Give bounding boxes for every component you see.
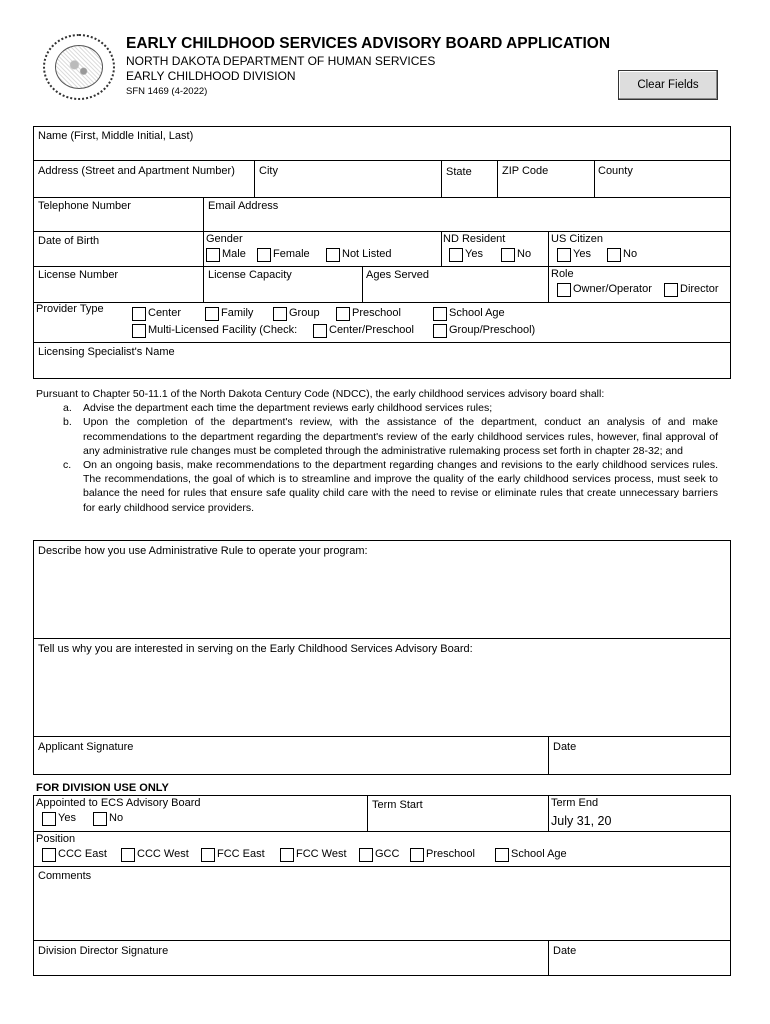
gender-not-listed-checkbox[interactable] bbox=[326, 248, 340, 262]
role-label: Role bbox=[551, 268, 574, 280]
division-name: EARLY CHILDHOOD DIVISION bbox=[126, 69, 296, 83]
provider-school-age-label: School Age bbox=[449, 307, 505, 319]
division-use-heading: FOR DIVISION USE ONLY bbox=[36, 782, 169, 794]
telephone-label: Telephone Number bbox=[38, 200, 131, 212]
director-signature-label: Division Director Signature bbox=[38, 945, 169, 957]
gender-male-checkbox[interactable] bbox=[206, 248, 220, 262]
director-signature-field[interactable] bbox=[34, 959, 547, 975]
multi-group-preschool-label: Group/Preschool) bbox=[449, 324, 536, 336]
city-field[interactable] bbox=[255, 180, 440, 196]
nd-resident-yes-label: Yes bbox=[465, 248, 483, 260]
term-end-value[interactable]: July 31, 20 bbox=[551, 814, 612, 828]
position-ccc-east-label: CCC East bbox=[58, 848, 107, 860]
provider-center-label: Center bbox=[148, 307, 182, 319]
us-citizen-no-checkbox[interactable] bbox=[607, 248, 621, 262]
clear-fields-button[interactable]: Clear Fields bbox=[618, 70, 718, 100]
position-school-age-label: School Age bbox=[511, 848, 567, 860]
multi-licensed-label: Multi-Licensed Facility (Check: bbox=[148, 324, 298, 336]
applicant-signature-label: Applicant Signature bbox=[38, 741, 134, 753]
position-gcc-checkbox[interactable] bbox=[359, 848, 373, 862]
provider-type-label: Provider Type bbox=[36, 303, 104, 315]
nd-resident-no-checkbox[interactable] bbox=[501, 248, 515, 262]
form-title: EARLY CHILDHOOD SERVICES ADVISORY BOARD APPLICATION bbox=[126, 35, 611, 52]
director-date-field[interactable] bbox=[549, 959, 730, 975]
provider-family-label: Family bbox=[221, 307, 254, 319]
appointed-no-checkbox[interactable] bbox=[93, 812, 107, 826]
name-label: Name (First, Middle Initial, Last) bbox=[38, 130, 194, 142]
provider-preschool-checkbox[interactable] bbox=[336, 307, 350, 321]
provider-group-checkbox[interactable] bbox=[273, 307, 287, 321]
provider-group-label: Group bbox=[289, 307, 320, 319]
comments-label: Comments bbox=[38, 870, 92, 882]
role-owner-operator-label: Owner/Operator bbox=[573, 283, 652, 295]
term-start-field[interactable] bbox=[368, 814, 547, 830]
county-label: County bbox=[598, 165, 633, 177]
position-ccc-east-checkbox[interactable] bbox=[42, 848, 56, 862]
us-citizen-no-label: No bbox=[623, 248, 638, 260]
ages-served-label: Ages Served bbox=[366, 269, 429, 281]
us-citizen-label: US Citizen bbox=[551, 233, 603, 245]
position-label: Position bbox=[36, 833, 76, 845]
gender-male-label: Male bbox=[222, 248, 246, 260]
term-start-label: Term Start bbox=[372, 799, 423, 811]
director-date-label: Date bbox=[553, 945, 577, 957]
email-label: Email Address bbox=[208, 200, 279, 212]
gender-female-checkbox[interactable] bbox=[257, 248, 271, 262]
appointed-label: Appointed to ECS Advisory Board bbox=[36, 797, 201, 809]
position-ccc-west-label: CCC West bbox=[137, 848, 189, 860]
nd-resident-label: ND Resident bbox=[443, 233, 506, 245]
multi-center-preschool-label: Center/Preschool bbox=[329, 324, 414, 336]
state-seal-icon bbox=[43, 34, 115, 100]
position-fcc-west-checkbox[interactable] bbox=[280, 848, 294, 862]
provider-preschool-label: Preschool bbox=[352, 307, 401, 319]
position-gcc-label: GCC bbox=[375, 848, 400, 860]
ages-served-field[interactable] bbox=[363, 284, 547, 300]
statute-text bbox=[36, 387, 718, 515]
q2-textarea[interactable] bbox=[34, 658, 730, 734]
department-name: NORTH DAKOTA DEPARTMENT OF HUMAN SERVICES bbox=[126, 54, 436, 68]
comments-textarea[interactable] bbox=[34, 884, 730, 939]
gender-female-label: Female bbox=[273, 248, 310, 260]
appointed-no-label: No bbox=[109, 812, 124, 824]
role-owner-operator-checkbox[interactable] bbox=[557, 283, 571, 297]
address-field[interactable] bbox=[34, 180, 253, 196]
telephone-field[interactable] bbox=[34, 214, 202, 230]
statute-item-c: c. On an ongoing basis, make recommendations to the department regarding changes and revisions to the early childhood services rules. The recommendations, the goal of which is to streamline and improve the quality of the early childhood services process, must seek to balance the need for rules that ensure safe quality child care with the need to revise or eliminate rules that create unnecessary barriers for early childhood service providers. bbox=[63, 459, 718, 514]
multi-licensed-checkbox[interactable] bbox=[132, 324, 146, 338]
role-director-checkbox[interactable] bbox=[664, 283, 678, 297]
email-field[interactable] bbox=[204, 214, 730, 230]
form-number: SFN 1469 (4-2022) bbox=[126, 86, 208, 97]
position-school-age-checkbox[interactable] bbox=[495, 848, 509, 862]
position-preschool-label: Preschool bbox=[426, 848, 475, 860]
dob-field[interactable] bbox=[34, 249, 202, 265]
nd-resident-yes-checkbox[interactable] bbox=[449, 248, 463, 262]
address-label: Address (Street and Apartment Number) bbox=[38, 165, 235, 177]
nd-resident-no-label: No bbox=[517, 248, 532, 260]
name-field[interactable] bbox=[34, 145, 730, 159]
us-citizen-yes-label: Yes bbox=[573, 248, 591, 260]
us-citizen-yes-checkbox[interactable] bbox=[557, 248, 571, 262]
city-label: City bbox=[259, 165, 278, 177]
statute-item-a: a. Advise the department each time the department reviews early childhood services rules; bbox=[63, 402, 493, 415]
position-fcc-east-checkbox[interactable] bbox=[201, 848, 215, 862]
appointed-yes-label: Yes bbox=[58, 812, 76, 824]
position-ccc-west-checkbox[interactable] bbox=[121, 848, 135, 862]
provider-center-checkbox[interactable] bbox=[132, 307, 146, 321]
position-fcc-west-label: FCC West bbox=[296, 848, 347, 860]
zip-field[interactable] bbox=[498, 180, 593, 196]
multi-center-preschool-checkbox[interactable] bbox=[313, 324, 327, 338]
q1-label: Describe how you use Administrative Rule to operate your program: bbox=[38, 545, 368, 557]
statute-item-b: b. Upon the completion of the department's review, with the assistance of the department, conduct an analysis of and make recommendations to the department regarding the department's review of the early childhood services rules, however, final approval of any administrative rule changes must be completed through the administrative rulemaking process set forth in chapter 28-32; and bbox=[63, 416, 718, 457]
applicant-date-label: Date bbox=[553, 741, 577, 753]
provider-family-checkbox[interactable] bbox=[205, 307, 219, 321]
gender-label: Gender bbox=[206, 233, 243, 245]
provider-school-age-checkbox[interactable] bbox=[433, 307, 447, 321]
state-field[interactable] bbox=[442, 180, 496, 196]
license-capacity-field[interactable] bbox=[204, 284, 361, 300]
applicant-signature-field[interactable] bbox=[34, 756, 547, 774]
license-number-label: License Number bbox=[38, 269, 119, 281]
q2-label: Tell us why you are interested in serving on the Early Childhood Services Advisory Board: bbox=[38, 643, 473, 655]
license-capacity-label: License Capacity bbox=[208, 269, 292, 281]
county-field[interactable] bbox=[595, 180, 730, 196]
applicant-date-field[interactable] bbox=[549, 756, 730, 774]
role-director-label: Director bbox=[680, 283, 719, 295]
gender-not-listed-label: Not Listed bbox=[342, 248, 392, 260]
multi-group-preschool-checkbox[interactable] bbox=[433, 324, 447, 338]
q1-textarea[interactable] bbox=[34, 560, 730, 636]
appointed-yes-checkbox[interactable] bbox=[42, 812, 56, 826]
licensing-specialist-label: Licensing Specialist's Name bbox=[38, 346, 175, 358]
state-label: State bbox=[446, 166, 472, 178]
zip-label: ZIP Code bbox=[502, 165, 549, 177]
license-number-field[interactable] bbox=[34, 284, 202, 300]
dob-label: Date of Birth bbox=[38, 235, 100, 247]
licensing-specialist-field[interactable] bbox=[34, 361, 730, 378]
statute-intro: Pursuant to Chapter 50-11.1 of the North Dakota Century Code (NDCC), the early childhood services advisory board shall: bbox=[36, 388, 605, 400]
position-fcc-east-label: FCC East bbox=[217, 848, 265, 860]
term-end-label: Term End bbox=[551, 797, 599, 809]
position-preschool-checkbox[interactable] bbox=[410, 848, 424, 862]
